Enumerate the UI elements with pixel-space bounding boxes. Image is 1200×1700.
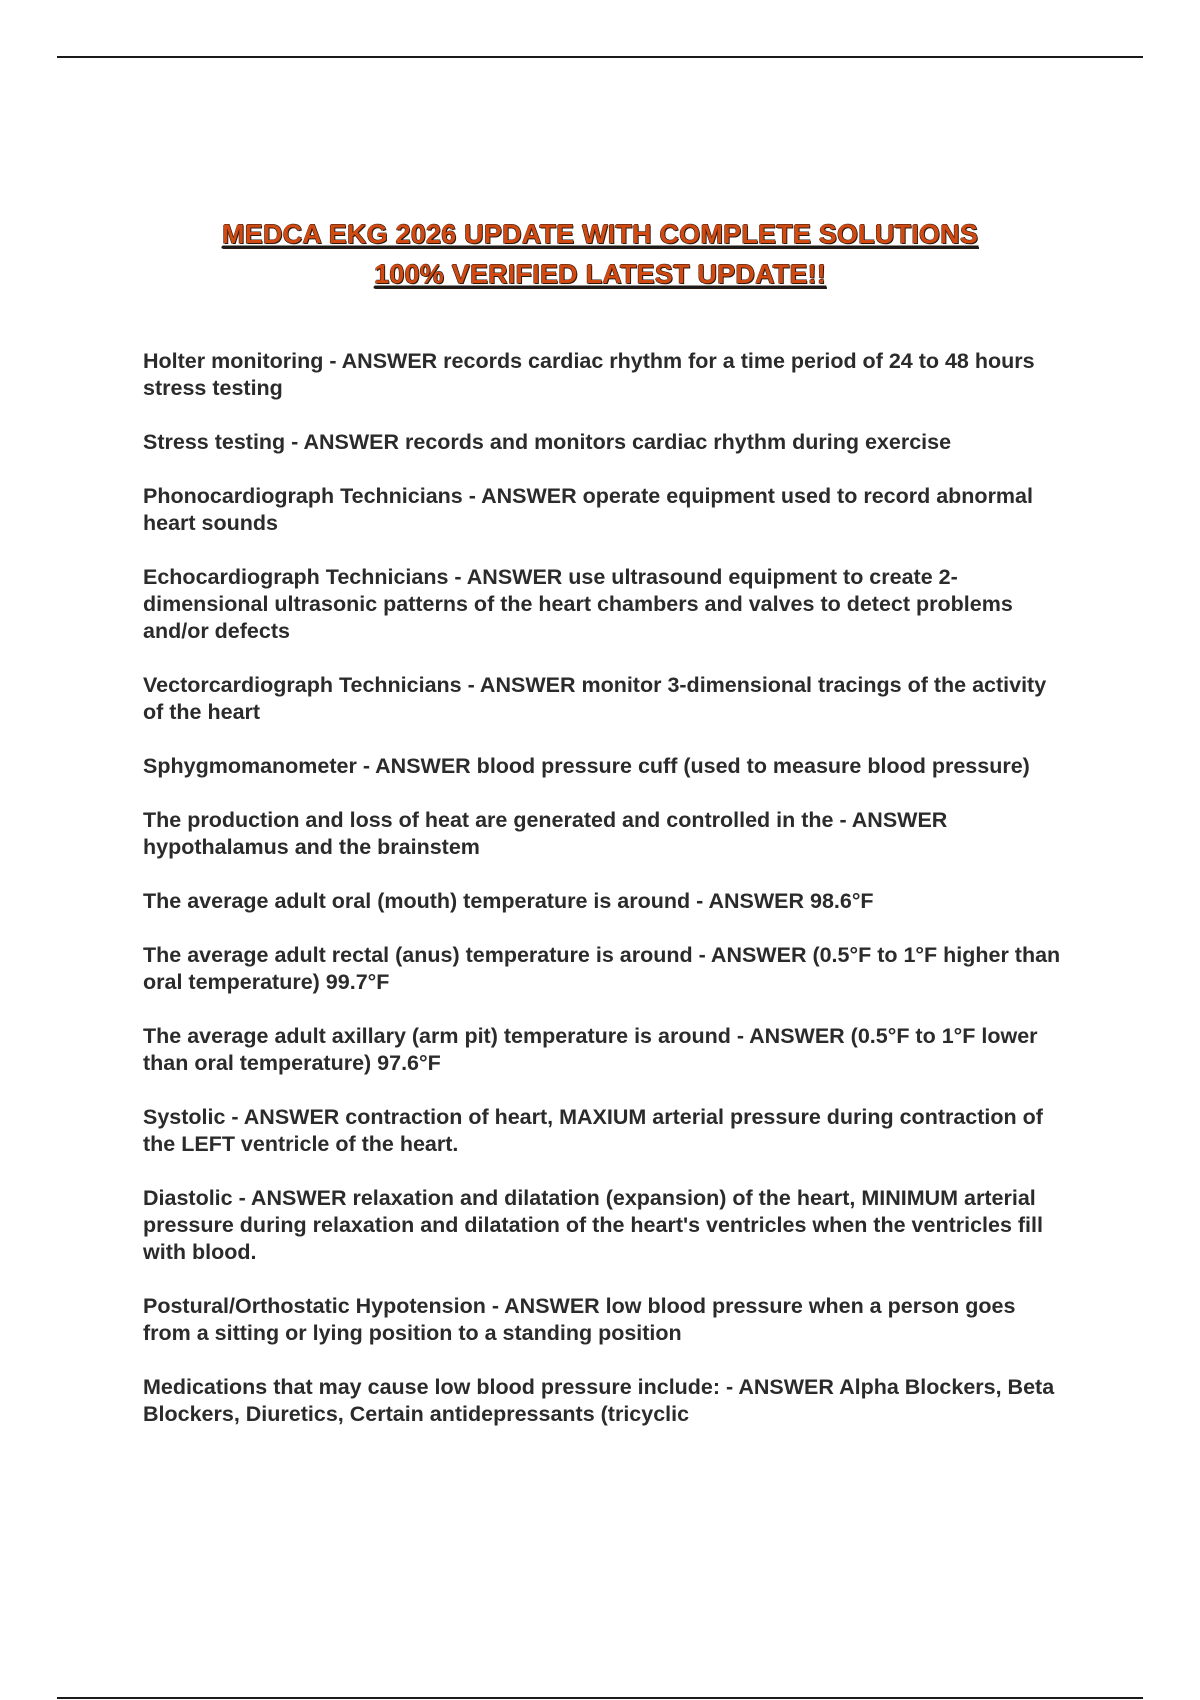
title-line-1: MEDCA EKG 2026 UPDATE WITH COMPLETE SOLUTIONS xyxy=(221,219,979,249)
bottom-rule xyxy=(57,1697,1143,1699)
qa-item-systolic: Systolic - ANSWER contraction of heart, MAXIUM arterial pressure during contraction of the LEFT ventricle of the heart. xyxy=(143,1105,1043,1156)
qa-item-orthostatic-hypotension: Postural/Orthostatic Hypotension - ANSWER low blood pressure when a person goes from a sitting or lying position to a standing position xyxy=(143,1294,1016,1345)
qa-item-phonocardiograph: Phonocardiograph Technicians - ANSWER operate equipment used to record abnormal heart sounds xyxy=(143,484,1033,535)
qa-item-diastolic: Diastolic - ANSWER relaxation and dilatation (expansion) of the heart, MINIMUM arterial pressure during relaxation and dilatation of the heart's ventricles when the ventricles fill with blood. xyxy=(143,1186,1043,1264)
qa-item-rectal-temperature: The average adult rectal (anus) temperature is around - ANSWER (0.5°F to 1°F higher than oral temperature) 99.7°F xyxy=(143,943,1061,994)
qa-list xyxy=(143,348,1068,1455)
qa-item-oral-temperature: The average adult oral (mouth) temperature is around - ANSWER 98.6°F xyxy=(143,889,874,913)
qa-item-heat-regulation: The production and loss of heat are generated and controlled in the - ANSWER hypothalamus and the brainstem xyxy=(143,808,948,859)
top-rule xyxy=(57,56,1143,58)
document-title xyxy=(0,214,1200,294)
qa-item-sphygmomanometer: Sphygmomanometer - ANSWER blood pressure cuff (used to measure blood pressure) xyxy=(143,754,1030,778)
qa-item-holter-monitoring: Holter monitoring - ANSWER records cardiac rhythm for a time period of 24 to 48 hours stress testing xyxy=(143,349,1035,400)
qa-item-low-bp-medications: Medications that may cause low blood pressure include: - ANSWER Alpha Blockers, Beta Blockers, Diuretics, Certain antidepressants (tricyclic xyxy=(143,1375,1055,1426)
qa-item-echocardiograph: Echocardiograph Technicians - ANSWER use ultrasound equipment to create 2-dimensional ultrasonic patterns of the heart chambers and valves to detect problems and/or defects xyxy=(143,565,1013,643)
qa-item-axillary-temperature: The average adult axillary (arm pit) temperature is around - ANSWER (0.5°F to 1°F lower than oral temperature) 97.6°F xyxy=(143,1024,1038,1075)
title-line-2: 100% VERIFIED LATEST UPDATE!! xyxy=(374,259,826,289)
qa-item-stress-testing: Stress testing - ANSWER records and monitors cardiac rhythm during exercise xyxy=(143,430,952,454)
qa-item-vectorcardiograph: Vectorcardiograph Technicians - ANSWER monitor 3-dimensional tracings of the activity of the heart xyxy=(143,673,1047,724)
